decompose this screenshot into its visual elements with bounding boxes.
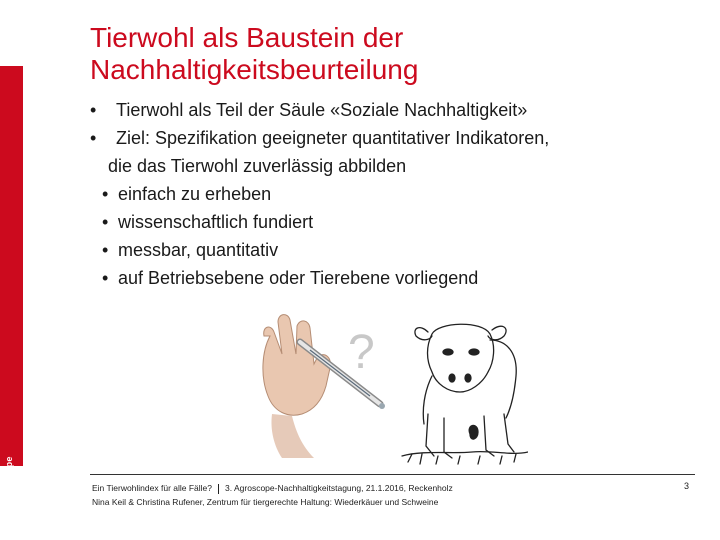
agroscope-logo: Agroscope	[4, 456, 14, 506]
bullet-dot: •	[102, 184, 109, 204]
sub-bullet-text: einfach zu erheben	[118, 184, 272, 204]
hand-icon	[263, 315, 330, 458]
bullet-dot: •	[90, 128, 97, 148]
sub-bullet-text: auf Betriebsebene oder Tierebene vorliegend	[118, 268, 479, 288]
bullet-dot: •	[102, 268, 109, 288]
bullet-dot: •	[102, 212, 109, 232]
bullet-item	[90, 124, 700, 152]
cow-sketch-icon	[402, 324, 528, 464]
bullet-item	[90, 96, 700, 124]
thermometer-cow-illustration	[252, 306, 528, 468]
bullet-continuation: die das Tierwohl zuverlässig abbilden	[108, 156, 407, 176]
sub-bullet-item	[102, 180, 700, 208]
bullet-list	[90, 96, 700, 292]
footer-line-1	[92, 481, 453, 495]
sub-bullet-text: messbar, quantitativ	[118, 240, 279, 260]
sub-bullet-text: wissenschaftlich fundiert	[118, 212, 314, 232]
bullet-text: Ziel: Spezifikation geeigneter quantitativer Indikatoren,	[116, 128, 550, 148]
sub-bullet-item	[102, 236, 700, 264]
question-mark: ?	[348, 326, 375, 379]
footer-event: 3. Agroscope-Nachhaltigkeitstagung, 21.1.2016, Reckenholz	[225, 483, 453, 493]
bullet-dot: •	[102, 240, 109, 260]
sub-bullet-item	[102, 208, 700, 236]
footer-separator	[218, 484, 219, 494]
title-line-1: Tierwohl als Baustein der	[90, 22, 404, 53]
bullet-text: Tierwohl als Teil der Säule «Soziale Nachhaltigkeit»	[116, 100, 528, 120]
bullet-dot: •	[90, 100, 97, 120]
slide-title	[90, 22, 690, 86]
title-line-2: Nachhaltigkeitsbeurteilung	[90, 54, 419, 85]
footer-authors: Nina Keil & Christina Rufener, Zentrum für tiergerechte Haltung: Wiederkäuer und Schweine	[92, 497, 439, 507]
slide-footer	[92, 481, 453, 509]
sub-bullet-item	[102, 264, 700, 292]
sidebar-brand-bar	[0, 66, 23, 506]
footer-talk-title: Ein Tierwohlindex für alle Fälle?	[92, 483, 213, 493]
footer-divider	[90, 474, 695, 475]
illustration-canvas	[252, 306, 528, 468]
page-number: 3	[684, 481, 690, 491]
